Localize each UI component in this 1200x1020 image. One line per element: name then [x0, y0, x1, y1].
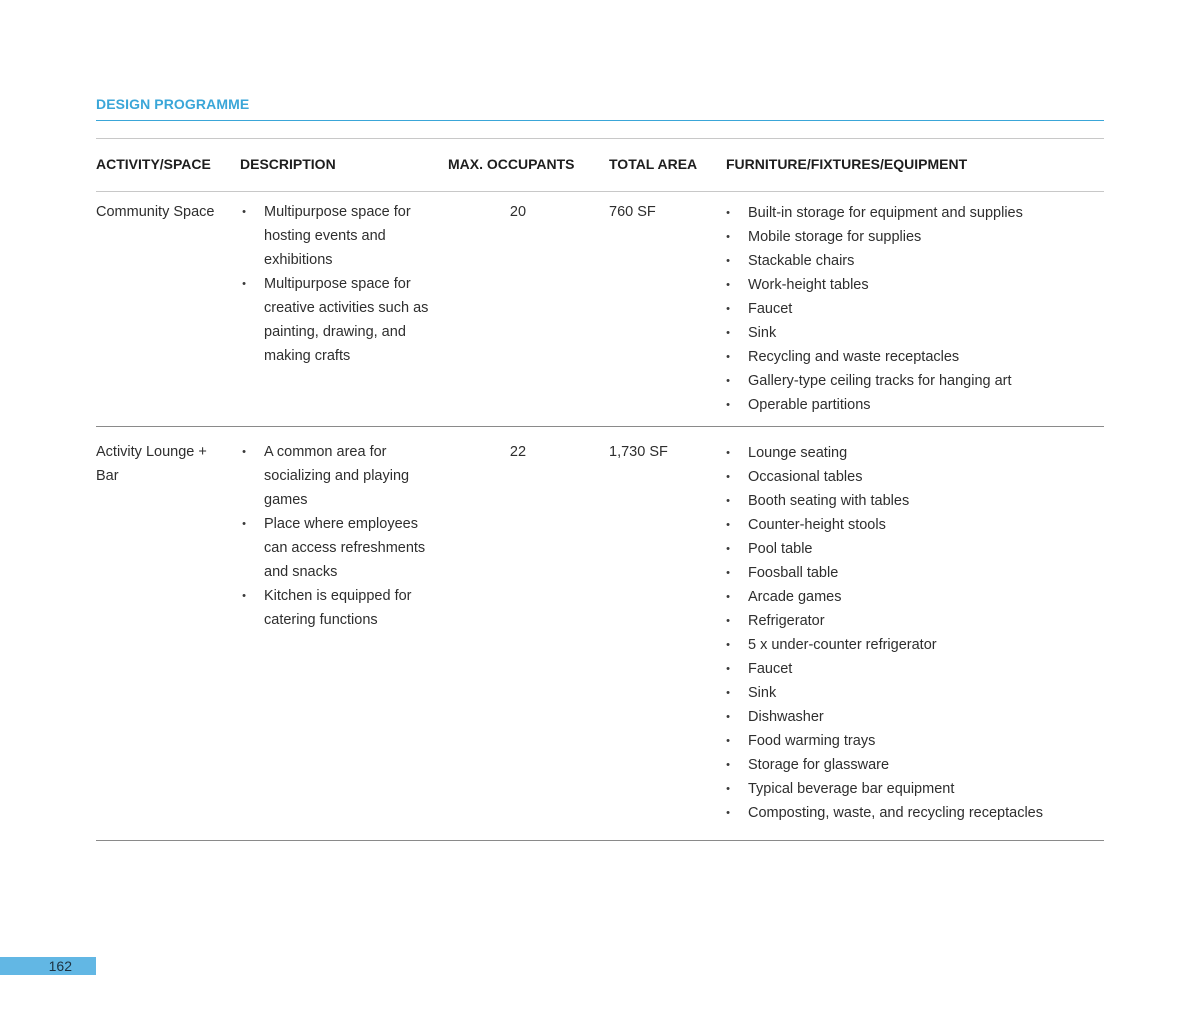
- list-item: [724, 297, 1104, 321]
- row-max-occupants: 22: [509, 444, 527, 460]
- list-item-text: Storage for glassware: [748, 757, 890, 773]
- list-item: [724, 249, 1104, 273]
- list-item-text: Food warming trays: [748, 733, 876, 749]
- bullet-icon: •: [242, 518, 246, 530]
- row-activity-name: Community Space: [96, 204, 215, 220]
- bullet-icon: •: [726, 663, 730, 675]
- table-bottom-divider: [96, 840, 1104, 841]
- bullet-icon: •: [726, 375, 730, 387]
- list-item: [724, 753, 1104, 777]
- list-item-text: Gallery-type ceiling tracks for hanging art: [748, 373, 1012, 389]
- list-item-text: Sink: [748, 325, 777, 341]
- bullet-icon: •: [242, 206, 246, 218]
- header-description: DESCRIPTION: [240, 156, 336, 172]
- list-item-text: Recycling and waste receptacles: [748, 349, 960, 365]
- list-item-text: Built-in storage for equipment and supplies: [748, 205, 1023, 221]
- list-item-text: Pool table: [748, 541, 813, 557]
- list-item-text: Multipurpose space for hosting events and exhibitions: [264, 204, 411, 268]
- list-item-text: Mobile storage for supplies: [748, 229, 922, 245]
- bullet-icon: •: [726, 327, 730, 339]
- description-list: [240, 200, 436, 368]
- header-total-area: TOTAL AREA: [609, 156, 698, 172]
- bullet-icon: •: [726, 279, 730, 291]
- list-item: [724, 225, 1104, 249]
- list-item: [724, 393, 1104, 417]
- bullet-icon: •: [726, 303, 730, 315]
- bullet-icon: •: [726, 255, 730, 267]
- list-item: [724, 441, 1104, 465]
- furniture-list: [724, 201, 1104, 417]
- list-item: [724, 681, 1104, 705]
- bullet-icon: •: [726, 711, 730, 723]
- list-item: [240, 512, 436, 584]
- list-item-text: Work-height tables: [748, 277, 869, 293]
- bullet-icon: •: [726, 351, 730, 363]
- row-furniture: [724, 441, 1104, 825]
- bullet-icon: •: [726, 519, 730, 531]
- bullet-icon: •: [726, 735, 730, 747]
- page-number-tab: [0, 957, 96, 975]
- list-item: [240, 440, 436, 512]
- bullet-icon: •: [726, 783, 730, 795]
- row-description: [240, 200, 436, 368]
- bullet-icon: •: [242, 278, 246, 290]
- row-activity-name: Activity Lounge + Bar: [96, 444, 207, 484]
- bullet-icon: •: [726, 399, 730, 411]
- list-item-text: Typical beverage bar equipment: [748, 781, 955, 797]
- list-item-text: Faucet: [748, 661, 793, 677]
- row-max-occupants: 20: [509, 204, 527, 220]
- list-item-text: Occasional tables: [748, 469, 863, 485]
- list-item: [724, 465, 1104, 489]
- bullet-icon: •: [726, 615, 730, 627]
- list-item-text: Multipurpose space for creative activities such as painting, drawing, and making crafts: [264, 276, 429, 364]
- list-item: [724, 201, 1104, 225]
- bullet-icon: •: [726, 807, 730, 819]
- bullet-icon: •: [726, 567, 730, 579]
- header-activity-space: ACTIVITY/SPACE: [96, 156, 211, 172]
- title-divider: [96, 120, 1104, 121]
- bullet-icon: •: [726, 495, 730, 507]
- list-item-text: Foosball table: [748, 565, 839, 581]
- bullet-icon: •: [242, 446, 246, 458]
- list-item-text: Booth seating with tables: [748, 493, 910, 509]
- bullet-icon: •: [726, 447, 730, 459]
- list-item: [724, 729, 1104, 753]
- list-item-text: Sink: [748, 685, 777, 701]
- bullet-icon: •: [242, 590, 246, 602]
- description-list: [240, 440, 436, 632]
- row-description: [240, 440, 436, 632]
- list-item: [240, 200, 436, 272]
- list-item: [724, 273, 1104, 297]
- bullet-icon: •: [726, 759, 730, 771]
- header-max-occupants: MAX. OCCUPANTS: [448, 156, 575, 172]
- list-item: [724, 369, 1104, 393]
- list-item: [724, 561, 1104, 585]
- row-total-area: 760 SF: [609, 204, 656, 220]
- list-item-text: Operable partitions: [748, 397, 871, 413]
- row-furniture: [724, 201, 1104, 417]
- row-divider: [96, 426, 1104, 427]
- list-item: [724, 777, 1104, 801]
- list-item: [724, 585, 1104, 609]
- list-item: [724, 321, 1104, 345]
- list-item-text: Counter-height stools: [748, 517, 886, 533]
- list-item-text: Composting, waste, and recycling receptacles: [748, 805, 1043, 821]
- list-item: [724, 489, 1104, 513]
- list-item-text: Dishwasher: [748, 709, 824, 725]
- list-item-text: Stackable chairs: [748, 253, 855, 269]
- furniture-list: [724, 441, 1104, 825]
- page-number: 162: [48, 958, 72, 974]
- bullet-icon: •: [726, 543, 730, 555]
- list-item: [240, 272, 436, 368]
- list-item-text: Kitchen is equipped for catering functions: [264, 588, 412, 628]
- list-item-text: Lounge seating: [748, 445, 848, 461]
- bullet-icon: •: [726, 687, 730, 699]
- section-title: DESIGN PROGRAMME: [96, 96, 250, 112]
- bullet-icon: •: [726, 639, 730, 651]
- bullet-icon: •: [726, 231, 730, 243]
- list-item: [724, 537, 1104, 561]
- list-item: [724, 345, 1104, 369]
- table-top-divider: [96, 138, 1104, 139]
- list-item-text: Refrigerator: [748, 613, 825, 629]
- list-item: [724, 705, 1104, 729]
- list-item-text: Place where employees can access refreshments and snacks: [264, 516, 426, 580]
- list-item: [724, 657, 1104, 681]
- row-total-area: 1,730 SF: [609, 444, 668, 460]
- list-item: [240, 584, 436, 632]
- list-item: [724, 633, 1104, 657]
- list-item: [724, 513, 1104, 537]
- list-item: [724, 801, 1104, 825]
- header-furniture: FURNITURE/FIXTURES/EQUIPMENT: [726, 156, 968, 172]
- bullet-icon: •: [726, 471, 730, 483]
- list-item-text: Arcade games: [748, 589, 842, 605]
- list-item-text: 5 x under-counter refrigerator: [748, 637, 937, 653]
- list-item-text: Faucet: [748, 301, 793, 317]
- list-item: [724, 609, 1104, 633]
- bullet-icon: •: [726, 207, 730, 219]
- header-divider: [96, 191, 1104, 192]
- list-item-text: A common area for socializing and playing games: [264, 444, 410, 508]
- bullet-icon: •: [726, 591, 730, 603]
